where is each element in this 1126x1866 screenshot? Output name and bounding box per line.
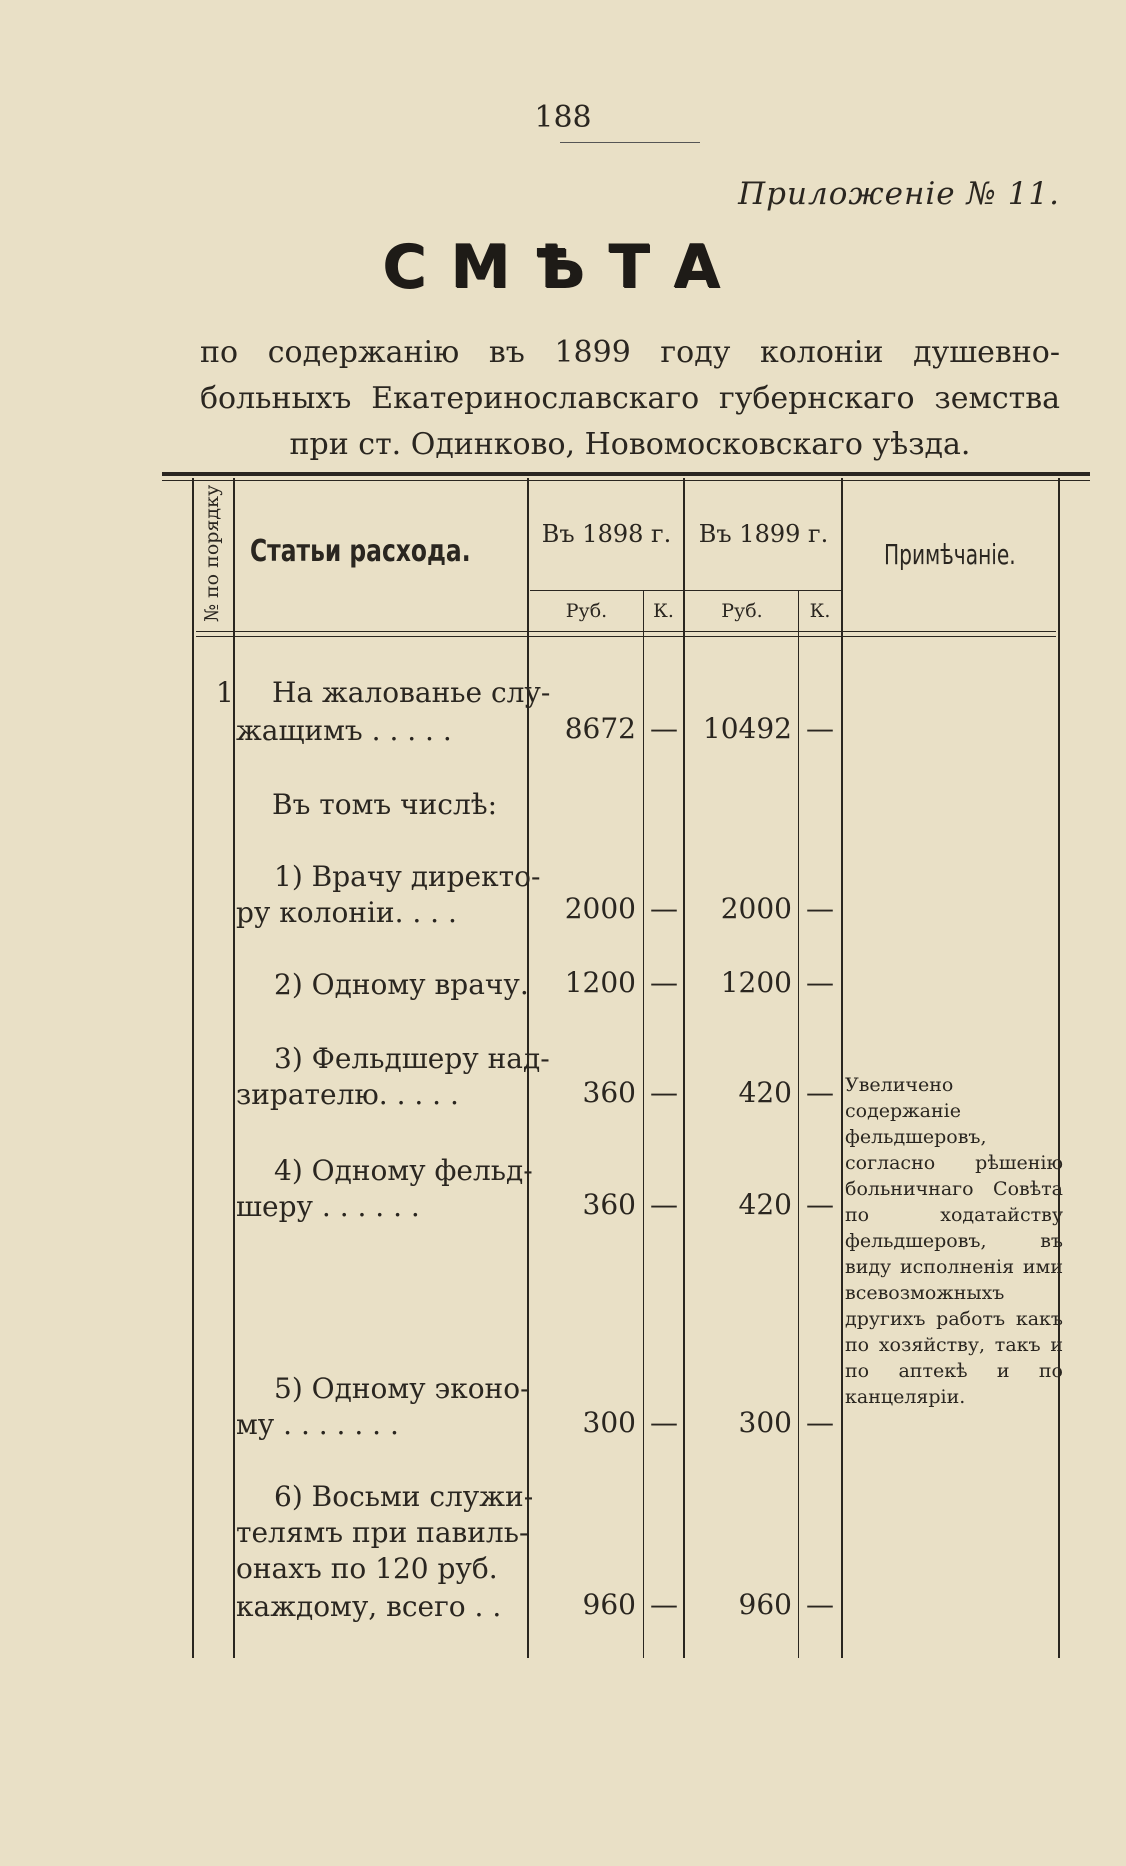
kop-dash: — <box>806 1406 834 1439</box>
appendix-label: Приложеніе № 11. <box>738 176 1060 212</box>
value-1899: 1200 <box>720 966 792 999</box>
row-label-line: жащимъ . . . . . <box>236 714 452 747</box>
item-label-line: зирателю. . . . . <box>236 1078 459 1111</box>
kop-dash: — <box>650 966 678 999</box>
page-number: 188 <box>534 100 592 135</box>
table-top-rule <box>162 472 1090 476</box>
header-year-1898: Въ 1898 г. <box>541 520 672 548</box>
item-label-line: ру колоніи. . . . <box>236 896 457 929</box>
value-1898: 2000 <box>564 892 636 925</box>
row-index: 1 <box>216 676 234 709</box>
col-line-kop2 <box>798 590 799 1658</box>
header-items: Статьи расхода. <box>250 534 471 569</box>
kop-dash: — <box>650 1076 678 1109</box>
value-1898: 300 <box>582 1406 636 1439</box>
kop-dash: — <box>650 712 678 745</box>
value-1898: 1200 <box>564 966 636 999</box>
item-label-line: 3) Фельдшеру над- <box>274 1042 550 1075</box>
header-index: № по порядку <box>201 484 223 622</box>
kop-dash: — <box>806 712 834 745</box>
header-rub-1899: Руб. <box>721 600 763 622</box>
subheading: Въ томъ числѣ: <box>272 788 498 821</box>
col-line-left <box>192 478 194 1658</box>
kop-dash: — <box>806 1188 834 1221</box>
header-bottom-rule-2 <box>196 636 1056 637</box>
item-label-line: каждому, всего . . <box>236 1590 502 1623</box>
value-1899: 420 <box>738 1076 792 1109</box>
col-line-year2 <box>841 478 843 1658</box>
header-rub-1898: Руб. <box>565 600 608 622</box>
kop-dash: — <box>650 1188 678 1221</box>
item-label-line: 2) Одному врачу. <box>274 968 529 1001</box>
value-1898: 960 <box>582 1588 636 1621</box>
value-1898: 8672 <box>564 712 636 745</box>
kop-dash: — <box>650 1588 678 1621</box>
item-label-line: 1) Врачу директо- <box>274 860 541 893</box>
value-1899: 300 <box>738 1406 792 1439</box>
value-1898: 360 <box>582 1188 636 1221</box>
kop-dash: — <box>650 892 678 925</box>
header-note: Примѣчаніе. <box>884 538 1016 571</box>
row-label-line: На жалованье слу- <box>272 676 551 709</box>
value-1899: 10492 <box>702 712 792 745</box>
item-label-line: 4) Одному фельд- <box>274 1154 533 1187</box>
kop-dash: — <box>806 892 834 925</box>
item-label-line: телямъ при павиль- <box>236 1516 529 1549</box>
item-label-line: му . . . . . . . <box>236 1408 399 1441</box>
kop-dash: — <box>806 1076 834 1109</box>
item-label-line: 5) Одному эконо- <box>274 1372 530 1405</box>
col-line-index <box>233 478 235 1658</box>
value-1899: 420 <box>738 1188 792 1221</box>
kop-dash: — <box>806 966 834 999</box>
kop-dash: — <box>806 1588 834 1621</box>
document-title: СМѢТА <box>382 232 744 302</box>
document-subtitle: по содержанію въ 1899 году колоніи душевно-больныхъ Екатеринославскаго губернскаго земства при ст. Одинково, Новомосковскаго уѣзда. <box>200 335 1060 462</box>
kop-dash: — <box>650 1406 678 1439</box>
item-label-line: шеру . . . . . . <box>236 1190 420 1223</box>
value-1899: 960 <box>738 1588 792 1621</box>
year-subheader-rule <box>530 590 842 591</box>
value-1898: 360 <box>582 1076 636 1109</box>
col-line-kop1 <box>643 590 644 1658</box>
note-text: Увеличено содержаніе фельдшеровъ, согласно рѣшенію больничнаго Совѣта по ходатайству фельдшеровъ, въ виду исполненія ими всевозможныхъ другихъ работъ какъ по хозяйству, такъ и по аптекѣ и по канцеляріи. <box>845 1074 1063 1408</box>
col-line-right <box>1058 478 1060 1658</box>
header-bottom-rule <box>196 631 1056 632</box>
header-kop-1899: К. <box>809 600 831 622</box>
value-1899: 2000 <box>720 892 792 925</box>
item-label-line: онахъ по 120 руб. <box>236 1552 498 1585</box>
page-number-rule <box>560 142 700 143</box>
header-year-1899: Въ 1899 г. <box>698 520 829 548</box>
item-label-line: 6) Восьми служи- <box>274 1480 534 1513</box>
table-top-rule-thin <box>162 480 1090 481</box>
col-line-year1 <box>683 478 685 1658</box>
header-kop-1898: К. <box>653 600 674 622</box>
